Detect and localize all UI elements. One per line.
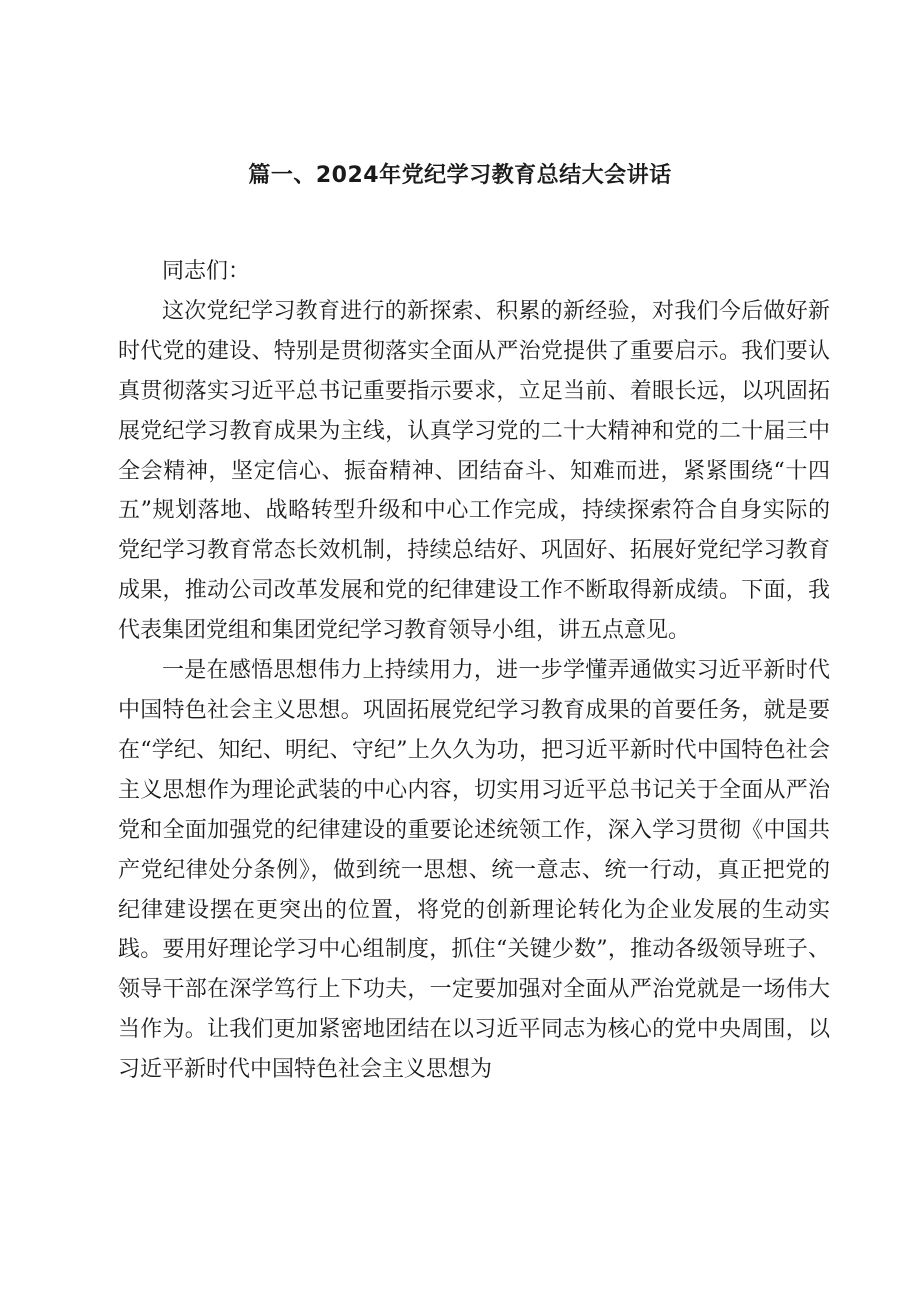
greeting: 同志们： xyxy=(162,259,251,284)
document-body xyxy=(118,252,830,1090)
paragraph-1: 这次党纪学习教育进行的新探索、积累的新经验，对我们今后做好新时代党的建设、特别是贯彻落实全面从严治党提供了重要启示。我们要认真贯彻落实习近平总书记重要指示要求，立足当前、着眼长远，以巩固拓展党纪学习教育成果为主线，认真学习党的二十大精神和党的二十届三中全会精神，坚定信心、振奋精神、团结奋斗、知难而进，紧紧围绕“十四五”规划落地、战略转型升级和中心工作完成，持续探索符合自身实际的党纪学习教育常态长效机制，持续总结好、巩固好、拓展好党纪学习教育成果，推动公司改革发展和党的纪律建设工作不断取得新成绩。下面，我代表集团党组和集团党纪学习教育领导小组，讲五点意见。 xyxy=(118,298,830,644)
paragraph-2: 一是在感悟思想伟力上持续用力，进一步学懂弄通做实习近平新时代中国特色社会主义思想。巩固拓展党纪学习教育成果的首要任务，就是要在“学纪、知纪、明纪、守纪”上久久为功，把习近平新时代中国特色社会主义思想作为理论武装的中心内容，切实用习近平总书记关于全面从严治党和全面加强党的纪律建设的重要论述统领工作，深入学习贯彻《中国共产党纪律处分条例》，做到统一思想、统一意志、统一行动，真正把党的纪律建设摆在更突出的位置，将党的创新理论转化为企业发展的生动实践。要用好理论学习中心组制度，抓住“关键少数”，推动各级领导班子、领导干部在深学笃行上下功夫，一定要加强对全面从严治党就是一场伟大当作为。让我们更加紧密地团结在以习近平同志为核心的党中央周围，以习近平新时代中国特色社会主义思想为 xyxy=(118,658,830,1083)
document-title: 篇一、2024年党纪学习教育总结大会讲话 xyxy=(248,163,672,188)
